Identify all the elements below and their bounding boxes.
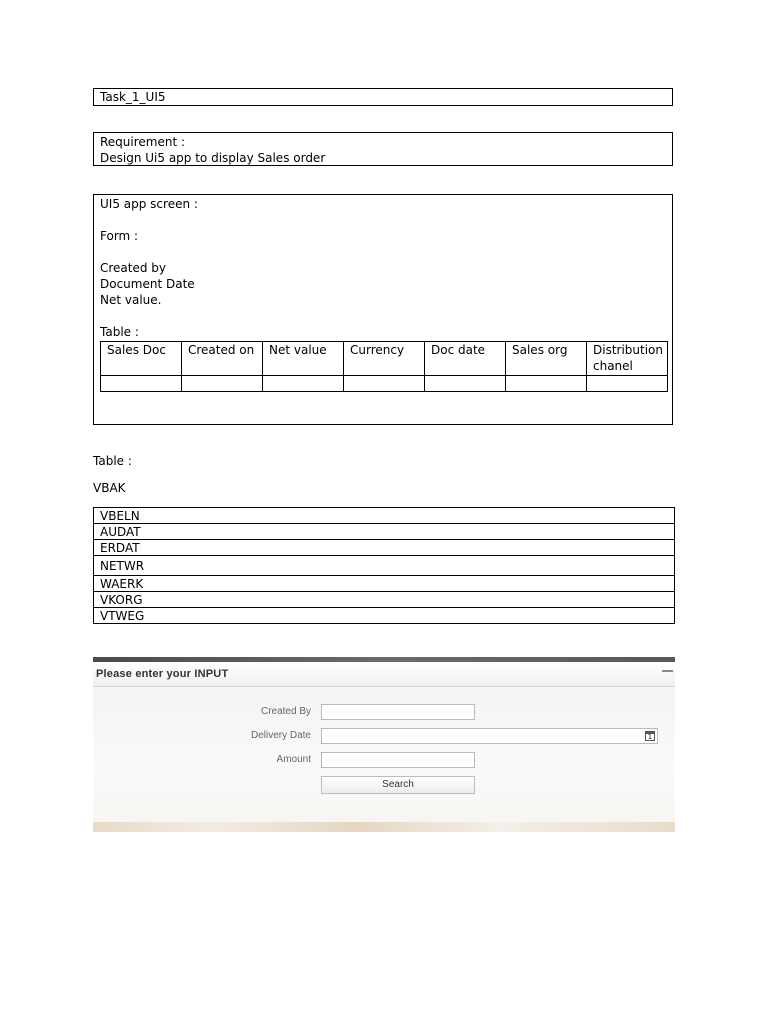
requirement-text: Design Ui5 app to display Sales order: [100, 151, 326, 165]
col-net-value: Net value: [263, 342, 344, 376]
field-vkorg: VKORG: [94, 592, 675, 608]
task-title-box: [93, 88, 673, 106]
table-section-heading: Table :: [93, 454, 132, 468]
sales-order-spec-table: [100, 341, 668, 392]
calendar-icon[interactable]: 1: [645, 731, 655, 741]
table-row: [94, 576, 675, 592]
form-field-document-date: Document Date: [100, 277, 195, 291]
table-row: [94, 540, 675, 556]
col-doc-date: Doc date: [425, 342, 506, 376]
amount-input[interactable]: [321, 752, 475, 768]
table-cell: [506, 376, 587, 392]
table-row: [94, 556, 675, 576]
table-cell: [101, 376, 182, 392]
col-sales-org: Sales org: [506, 342, 587, 376]
table-row: [94, 592, 675, 608]
app-bottom-decoration: [93, 822, 675, 832]
table-cell: [263, 376, 344, 392]
created-by-input[interactable]: [321, 704, 475, 720]
col-distribution-chanel: Distribution chanel: [587, 342, 668, 376]
form-field-created-by: Created by: [100, 261, 167, 275]
ui5-screen-spec-box: [93, 194, 673, 425]
amount-label: Amount: [276, 754, 311, 765]
col-currency: Currency: [344, 342, 425, 376]
delivery-date-input[interactable]: [321, 728, 658, 744]
table-row: [94, 524, 675, 540]
table-cell: [587, 376, 668, 392]
table-row: [94, 508, 675, 524]
ui5-app-screenshot: [93, 657, 675, 832]
input-form: [93, 687, 675, 822]
screen-heading: UI5 app screen :: [100, 197, 198, 211]
requirement-box: [93, 132, 673, 166]
created-by-label: Created By: [260, 706, 311, 717]
col-created-on: Created on: [182, 342, 263, 376]
table-row: [101, 376, 668, 392]
form-field-net-value: Net value.: [100, 293, 162, 307]
field-waerk: WAERK: [94, 576, 675, 592]
panel-header: [93, 662, 675, 687]
table-cell: [344, 376, 425, 392]
field-vtweg: VTWEG: [94, 608, 675, 624]
task-title: Task_1_UI5: [100, 90, 166, 104]
search-button[interactable]: Search: [321, 776, 475, 794]
table-row: [94, 608, 675, 624]
table-cell: [182, 376, 263, 392]
requirement-heading: Requirement :: [100, 135, 186, 149]
table-cell: [425, 376, 506, 392]
field-vbeln: VBELN: [94, 508, 675, 524]
field-erdat: ERDAT: [94, 540, 675, 556]
field-audat: AUDAT: [94, 524, 675, 540]
form-heading: Form :: [100, 229, 139, 243]
spec-table-heading: Table :: [100, 325, 139, 339]
table-name: VBAK: [93, 481, 126, 495]
delivery-date-label: Delivery Date: [250, 730, 311, 741]
panel-title: Please enter your INPUT: [96, 668, 229, 680]
field-netwr: NETWR: [94, 556, 675, 576]
table-header-row: [101, 342, 668, 376]
col-sales-doc: Sales Doc: [101, 342, 182, 376]
collapse-icon[interactable]: [662, 670, 673, 672]
vbak-fields-table: [93, 507, 675, 624]
